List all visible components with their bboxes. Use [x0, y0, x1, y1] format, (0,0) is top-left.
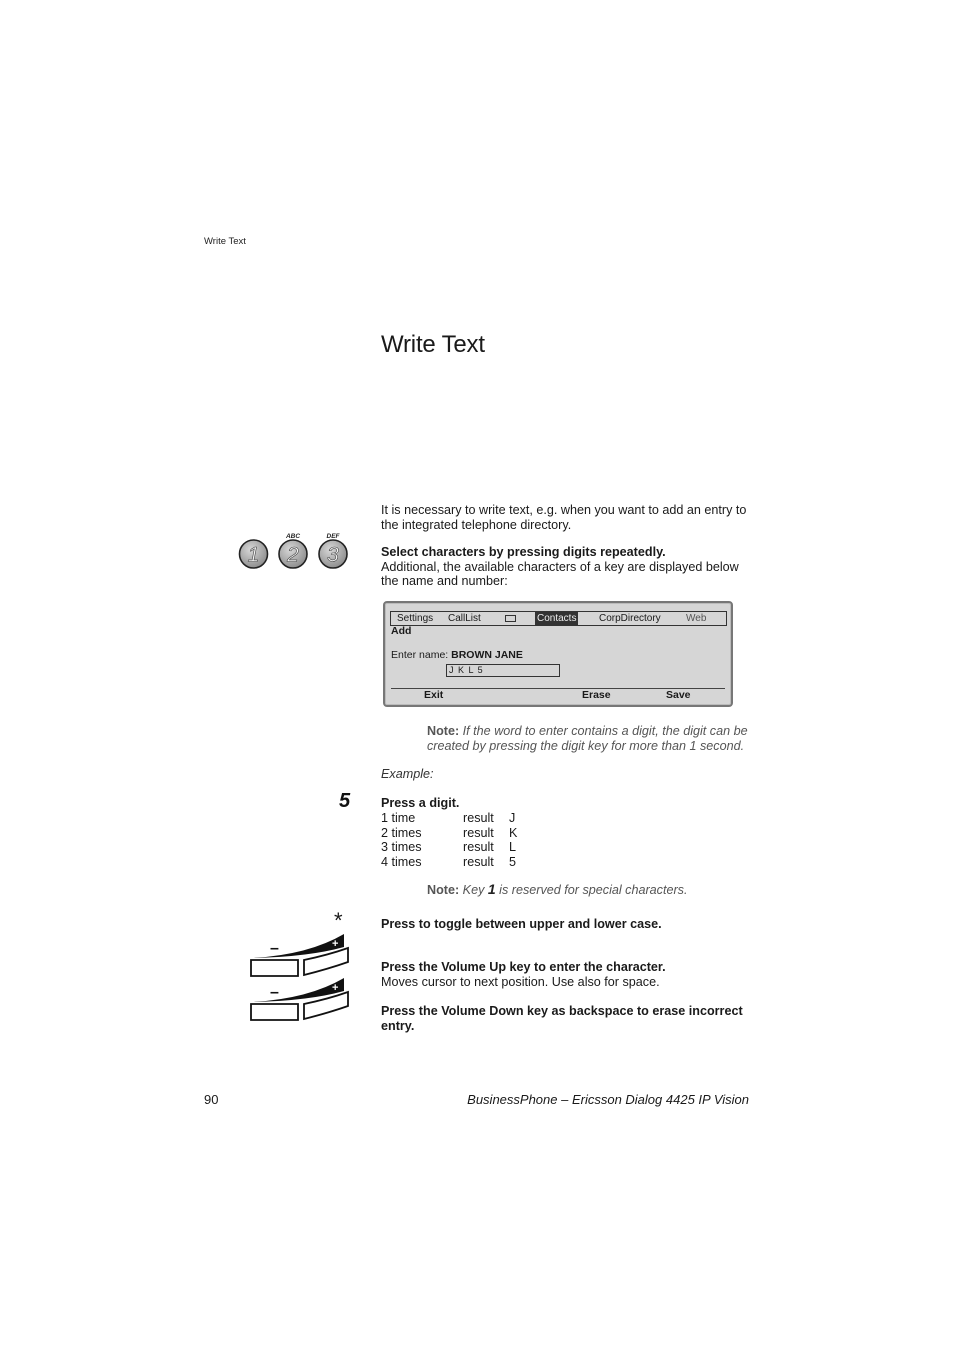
tab-settings: Settings: [397, 613, 434, 624]
row-result-word: result: [463, 811, 494, 825]
row-presses: 2 times: [381, 825, 422, 840]
minus-sign: –: [270, 940, 279, 957]
tab-web: Web: [686, 613, 707, 624]
row-result-word: result: [463, 825, 494, 840]
minus-sign: –: [270, 984, 279, 1001]
intro-text: It is necessary to write text, e.g. when you want to add an entry to the integrated telephone directory.: [381, 503, 747, 532]
key-1-digit: 1: [247, 543, 260, 567]
key-2-letters: ABC: [285, 533, 301, 540]
product-name: BusinessPhone – Ericsson Dialog 4425 IP Vision: [467, 1092, 749, 1107]
key-2-digit: 2: [287, 543, 299, 567]
table-row: [381, 811, 581, 826]
phone-display-illustration: [383, 601, 733, 707]
volume-up-body: Moves cursor to next position. Use also for space.: [381, 974, 660, 989]
note-text: If the word to enter contains a digit, the digit can be created by pressing the digit key for more than 1 second.: [427, 724, 748, 753]
press-digit-heading: Press a digit.: [381, 796, 460, 810]
note-key: 1: [487, 881, 496, 897]
key-1-icon: [240, 540, 268, 568]
volume-up-instructions: [381, 960, 753, 989]
row-result-word: result: [463, 854, 494, 869]
note-text-post: is reserved for special characters.: [495, 883, 688, 897]
select-body: Additional, the available characters of a key are displayed below the name and number:: [381, 559, 739, 588]
key-2-icon: [279, 533, 307, 568]
digit-result-table: [381, 811, 581, 869]
key-3-digit: 3: [327, 543, 339, 567]
toggle-case-text: Press to toggle between upper and lower case.: [381, 917, 662, 931]
star-key-icon: *: [334, 908, 343, 933]
row-presses: 1 time: [381, 811, 416, 825]
volume-up-heading: Press the Volume Up key to enter the character.: [381, 960, 666, 974]
note-label: Note:: [427, 724, 460, 738]
volume-down-key-icon: [248, 975, 352, 1023]
note-text-pre: Key: [459, 883, 488, 897]
row-char: J: [509, 811, 516, 825]
select-heading: Select characters by pressing digits repeatedly.: [381, 545, 666, 559]
enter-name-value: BROWN JANE: [451, 649, 523, 661]
key-3-letters: DEF: [326, 533, 340, 540]
row-char: 5: [509, 854, 517, 869]
key-3-icon: [319, 533, 347, 568]
plus-sign: +: [332, 938, 339, 950]
note-label: Note:: [427, 883, 460, 897]
display-tab-bar: [390, 611, 727, 626]
available-chars-box: J K L 5: [446, 664, 560, 677]
page-number: 90: [204, 1092, 219, 1107]
row-presses: 4 times: [381, 854, 422, 869]
envelope-icon: [505, 615, 516, 622]
tab-corpdirectory: CorpDirectory: [599, 613, 661, 624]
example-label: Example:: [381, 767, 434, 781]
enter-name-label: Enter name:: [391, 649, 452, 661]
running-header: Write Text: [204, 236, 246, 247]
table-row: [381, 840, 581, 855]
table-row: [381, 826, 581, 841]
keypad-keys-illustration: [238, 531, 350, 571]
display-enter-name: [391, 649, 523, 661]
note-key-1: [427, 882, 757, 898]
select-instructions: [381, 545, 753, 589]
page-title: Write Text: [381, 331, 485, 358]
row-result-word: result: [463, 840, 494, 854]
plus-sign: +: [332, 982, 339, 994]
row-char: L: [509, 840, 517, 854]
softkey-exit: Exit: [424, 689, 444, 701]
key-5-icon: 5: [339, 790, 351, 812]
note-digit: [427, 724, 753, 753]
softkey-erase: Erase: [582, 689, 611, 701]
table-row: [381, 855, 581, 870]
display-title: Add: [391, 625, 412, 637]
row-presses: 3 times: [381, 840, 422, 854]
softkey-save: Save: [666, 689, 691, 701]
row-char: K: [509, 825, 518, 840]
volume-down-heading: Press the Volume Down key as backspace to erase incorrect entry.: [381, 1004, 743, 1033]
tab-calllist: CallList: [448, 613, 481, 624]
tab-contacts: Contacts: [537, 613, 577, 624]
volume-up-key-icon: [248, 931, 352, 979]
